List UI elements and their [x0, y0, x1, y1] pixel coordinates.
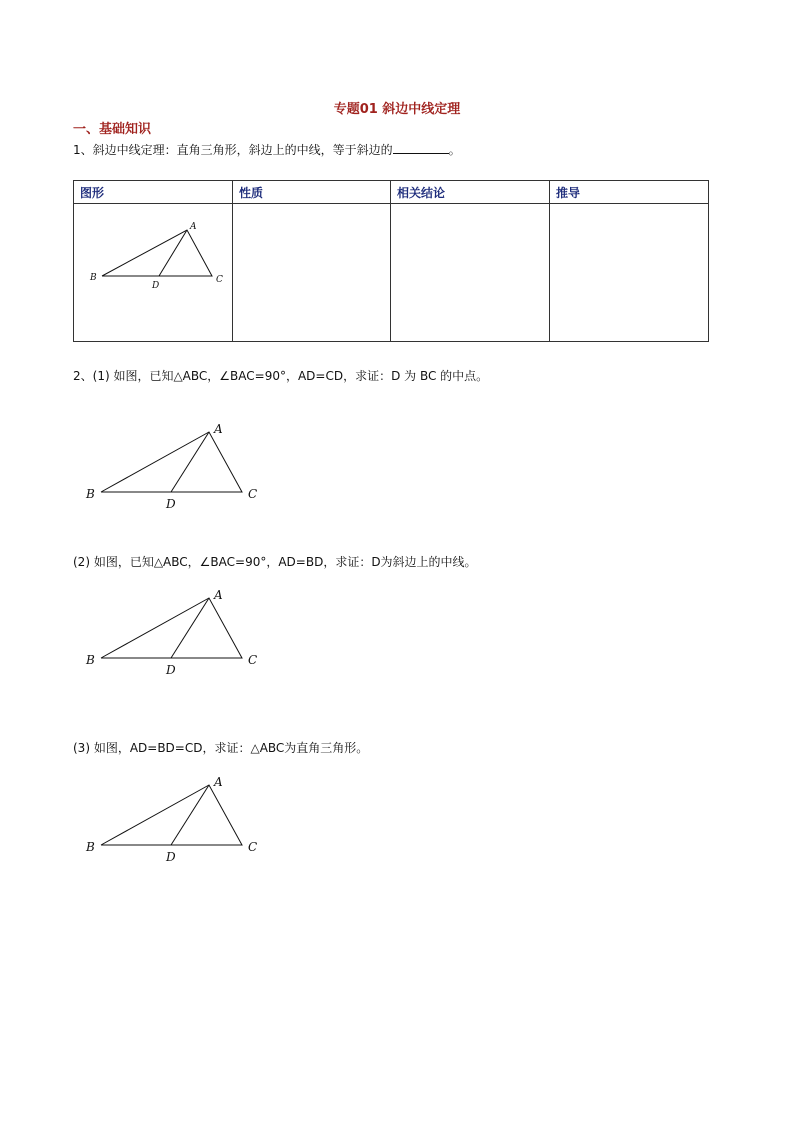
header-related-conclusion: 相关结论: [391, 181, 550, 204]
question-1-end: 。: [448, 143, 461, 157]
cell-property[interactable]: [233, 204, 391, 342]
label-c: C: [248, 840, 258, 854]
triangle-outline: [101, 432, 242, 492]
label-b: B: [90, 273, 97, 283]
question-2-part-1: 2、(1) 如图，已知△ABC，∠BAC=90°，AD=CD，求证：D 为 BC 的中点。: [73, 369, 489, 383]
label-a: A: [214, 422, 223, 436]
label-d: D: [166, 497, 176, 511]
triangle-outline: [101, 785, 242, 845]
header-derivation: 推导: [550, 181, 709, 204]
table-header-row: [74, 181, 709, 204]
label-d: D: [166, 850, 176, 864]
label-d: D: [152, 281, 160, 291]
triangle-outline: [102, 230, 212, 276]
triangle-figure-2: [80, 586, 270, 681]
label-d: D: [166, 663, 176, 677]
label-c: C: [248, 653, 258, 667]
label-b: B: [86, 653, 95, 667]
median-line: [171, 598, 209, 658]
header-property: 性质: [233, 181, 391, 204]
section-heading: 一、基础知识: [73, 122, 152, 137]
median-line: [171, 432, 209, 492]
label-c: C: [216, 275, 223, 285]
label-a: A: [190, 222, 197, 232]
answer-blank[interactable]: [393, 142, 449, 154]
question-1-text: 1、斜边中线定理：直角三角形，斜边上的中线，等于斜边的: [73, 143, 393, 157]
triangle-figure-table: [85, 218, 230, 298]
label-a: A: [214, 775, 223, 789]
question-2-part-2: (2) 如图，已知△ABC，∠BAC=90°，AD=BD，求证：D为斜边上的中线。: [73, 555, 477, 569]
page-title: 专题01 斜边中线定理: [333, 102, 461, 117]
triangle-outline: [101, 598, 242, 658]
triangle-figure-3: [80, 773, 270, 868]
label-a: A: [214, 588, 223, 602]
label-c: C: [248, 487, 258, 501]
cell-derivation[interactable]: [550, 204, 709, 342]
median-line: [159, 230, 187, 276]
median-line: [171, 785, 209, 845]
label-b: B: [86, 487, 95, 501]
triangle-figure-1: [80, 420, 270, 515]
cell-related-conclusion[interactable]: [391, 204, 550, 342]
question-2-part-3: (3) 如图，AD=BD=CD，求证：△ABC为直角三角形。: [73, 741, 369, 755]
header-figure: 图形: [74, 181, 233, 204]
question-1: [73, 141, 461, 158]
label-b: B: [86, 840, 95, 854]
